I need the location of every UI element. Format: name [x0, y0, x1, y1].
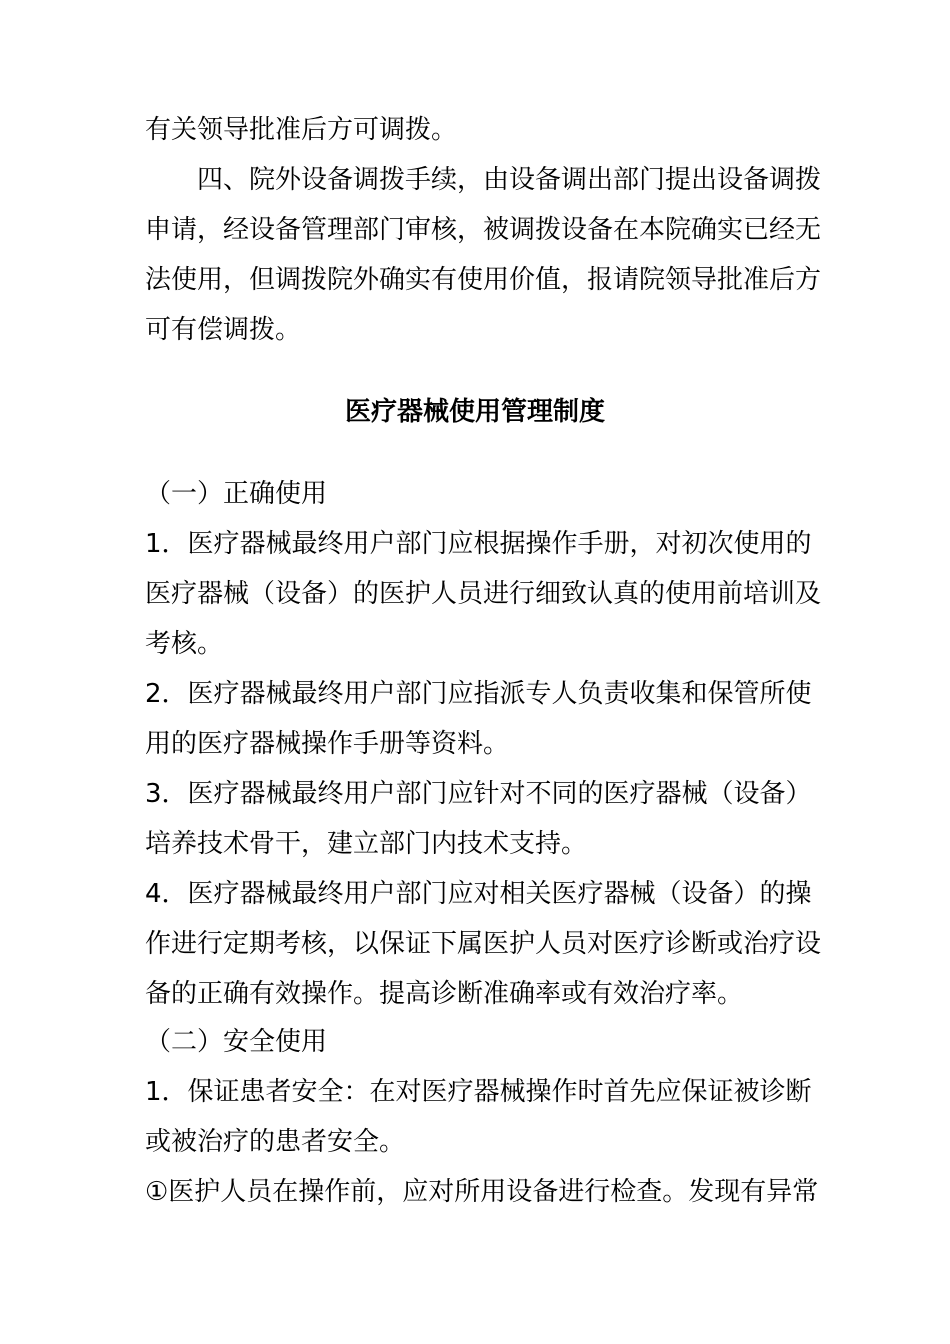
- part-1-item-2-line-1: 2．医疗器械最终用户部门应指派专人负责收集和保管所使: [145, 679, 812, 709]
- part-2-item-1-line-2: 或被治疗的患者安全。: [145, 1127, 406, 1157]
- part-1-item-1-line-3: 考核。: [145, 629, 224, 659]
- part-1-item-4-line-2: 作进行定期考核，以保证下属医护人员对医疗诊断或治疗设: [145, 929, 822, 959]
- part-1-item-3-line-1: 3．医疗器械最终用户部门应针对不同的医疗器械（设备）: [145, 779, 812, 809]
- part-1-item-4-line-1: 4．医疗器械最终用户部门应对相关医疗器械（设备）的操: [145, 879, 812, 909]
- part-2-item-1-line-1: 1．保证患者安全：在对医疗器械操作时首先应保证被诊断: [145, 1077, 812, 1107]
- section-4-line-3: 法使用，但调拨院外确实有使用价值，报请院领导批准后方: [145, 265, 822, 295]
- part-1-item-1-line-2: 医疗器械（设备）的医护人员进行细致认真的使用前培训及: [145, 579, 822, 609]
- document-title: 医疗器械使用管理制度: [344, 397, 605, 427]
- section-4-line-2: 申请，经设备管理部门审核，被调拨设备在本院确实已经无: [145, 215, 822, 245]
- part-1-heading: （一）正确使用: [145, 479, 328, 509]
- section-4-line-4: 可有偿调拨。: [145, 315, 302, 345]
- part-2-heading: （二）安全使用: [145, 1027, 328, 1057]
- part-1-item-1-line-1: 1．医疗器械最终用户部门应根据操作手册，对初次使用的: [145, 529, 812, 559]
- part-1-item-4-line-3: 备的正确有效操作。提高诊断准确率或有效治疗率。: [145, 979, 744, 1009]
- section-4-line-1: 四、院外设备调拨手续，由设备调出部门提出设备调拨: [197, 165, 822, 195]
- paragraph-line: 有关领导批准后方可调拨。: [145, 115, 458, 145]
- part-1-item-2-line-2: 用的医疗器械操作手册等资料。: [145, 729, 510, 759]
- part-1-item-3-line-2: 培养技术骨干，建立部门内技术支持。: [145, 829, 588, 859]
- part-2-sub-item-1: ①医护人员在操作前，应对所用设备进行检查。发现有异常: [145, 1177, 819, 1207]
